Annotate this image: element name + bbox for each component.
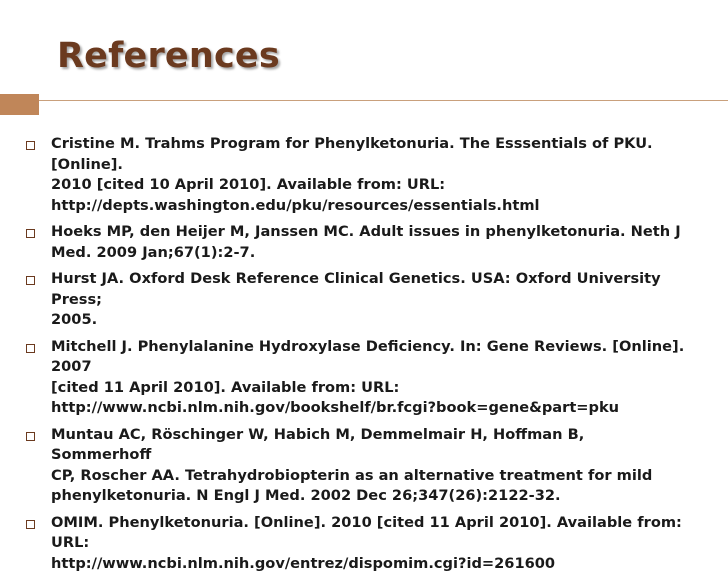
title-divider-accent-block xyxy=(0,94,39,115)
reference-text: Hurst JA. Oxford Desk Reference Clinical Genetics. USA: Oxford University Press; 2005. xyxy=(51,270,661,328)
reference-item xyxy=(0,134,728,216)
hollow-square-bullet-icon xyxy=(26,276,35,285)
reference-text: Mitchell J. Phenylalanine Hydroxylase Deficiency. In: Gene Reviews. [Online]. 2007 [cited 11 April 2010]. Available from: URL: http://www.ncbi.nlm.nih.gov/bookshelf/br.fcgi?book=gene&part=pku xyxy=(51,337,685,416)
reference-item xyxy=(0,269,728,331)
reference-text: OMIM. Phenylketonuria. [Online]. 2010 [cited 11 April 2010]. Available from: URL: http://www.ncbi.nlm.nih.gov/entrez/dispomim.cgi?id=261600 xyxy=(51,513,682,572)
hollow-square-bullet-icon xyxy=(26,432,35,441)
hollow-square-bullet-icon xyxy=(26,229,35,238)
left-margin-band xyxy=(0,0,39,101)
reference-item xyxy=(0,425,728,507)
reference-item xyxy=(0,513,728,575)
reference-item xyxy=(0,222,728,263)
hollow-square-bullet-icon xyxy=(26,141,35,150)
reference-text: Cristine M. Trahms Program for Phenylketonuria. The Esssentials of PKU. [Online]. 2010 [cited 10 April 2010]. Available from: URL: http://depts.washington.edu/pku/resources/essentials.html xyxy=(51,135,653,214)
title-divider-line xyxy=(0,100,728,101)
hollow-square-bullet-icon xyxy=(26,344,35,353)
reference-text: Muntau AC, Röschinger W, Habich M, Demmelmair H, Hoffman B, Sommerhoff CP, Roscher AA. Tetrahydrobiopterin as an alternative treatment for mild phenylketonuria. N Engl J Med. 2002 Dec 26;347(26):2122-32. xyxy=(51,425,653,504)
reference-list xyxy=(0,134,728,580)
reference-text: Hoeks MP, den Heijer M, Janssen MC. Adult issues in phenylketonuria. Neth J Med. 2009 Jan;67(1):2-7. xyxy=(51,223,681,261)
reference-item xyxy=(0,337,728,419)
hollow-square-bullet-icon xyxy=(26,520,35,529)
slide-title: References xyxy=(57,36,280,76)
